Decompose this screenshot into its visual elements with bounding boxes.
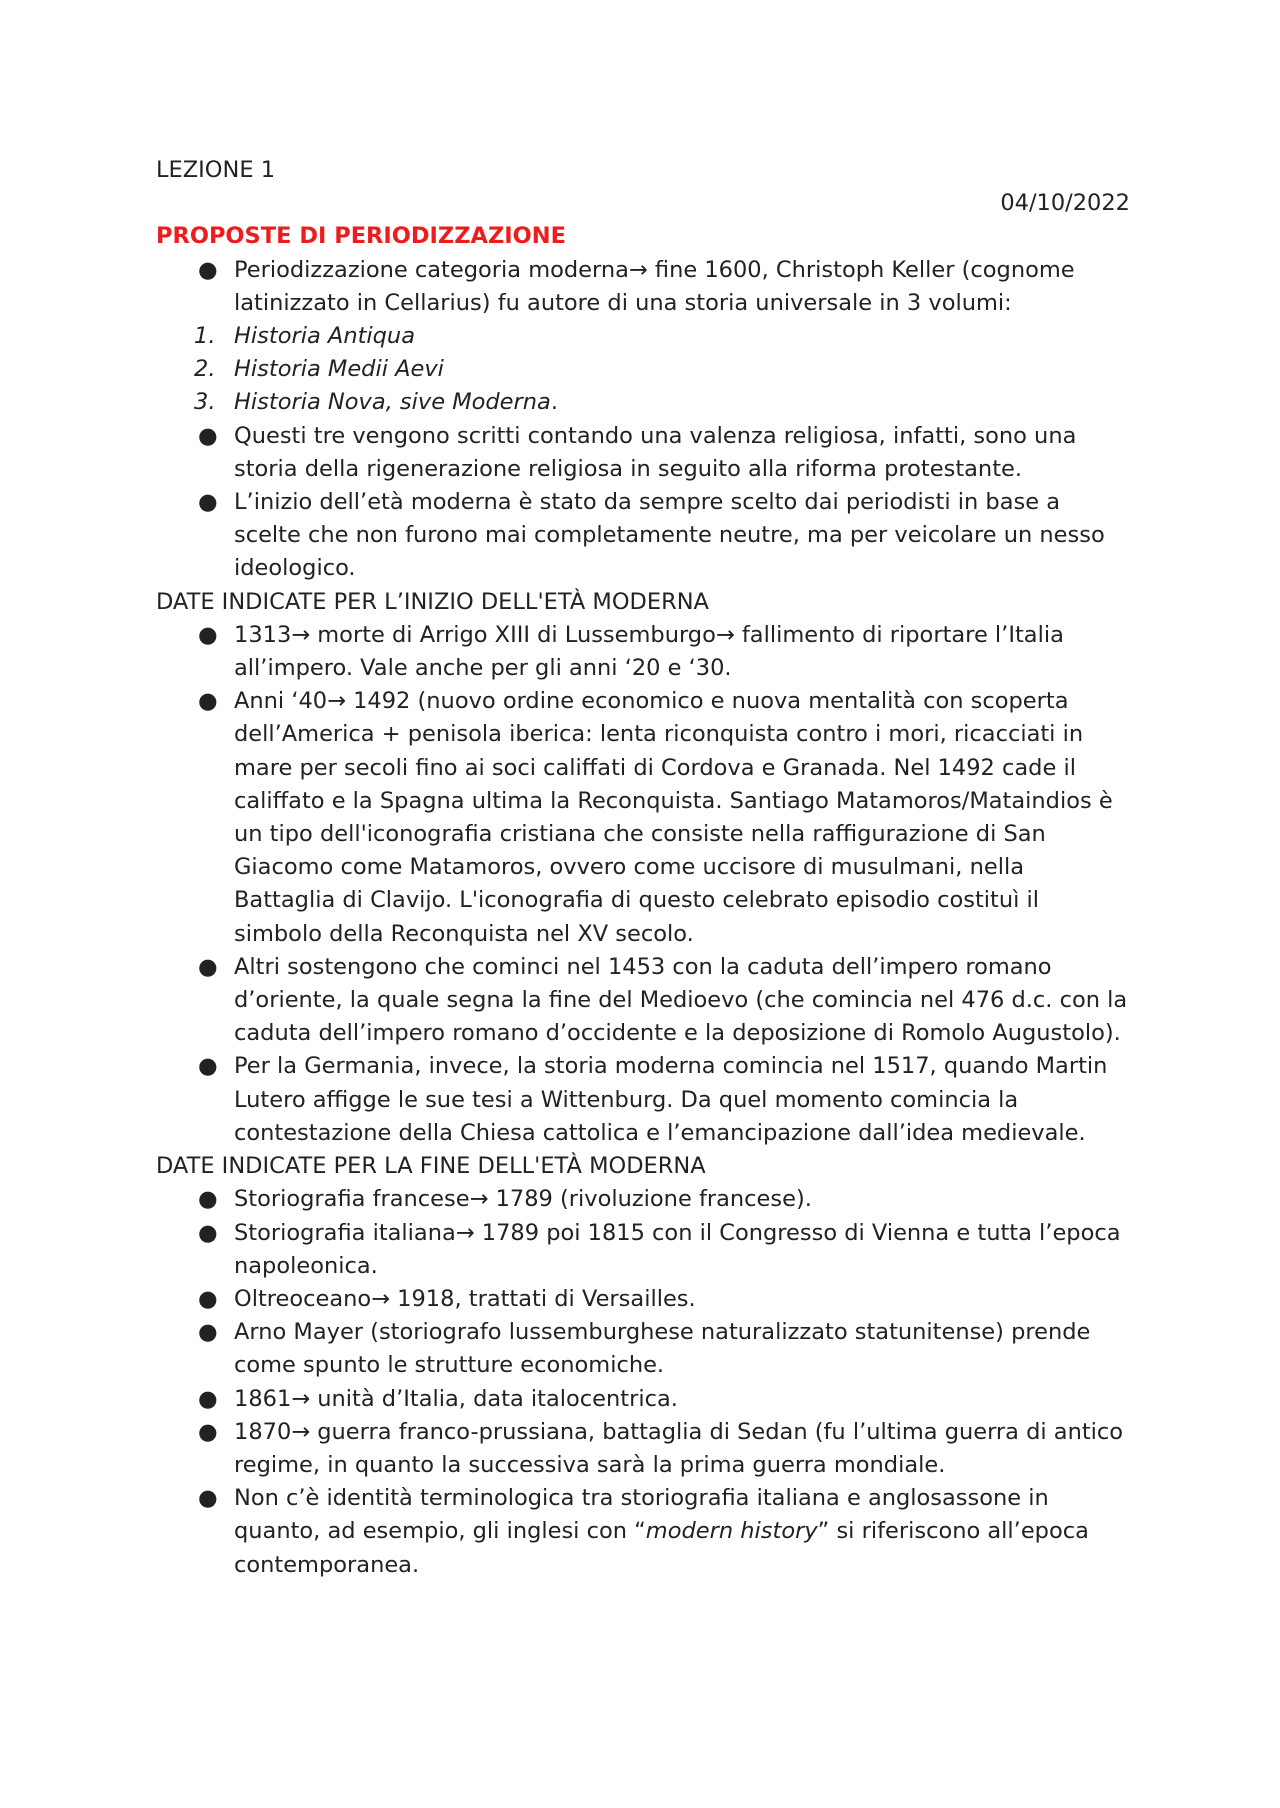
list-item-text: Altri sostengono che cominci nel 1453 con la caduta dell’impero romano d’oriente, la quale segna la fine del Medioevo (che comincia nel 476 d.c. con la caduta dell’impero romano d’occidente e la deposizione di Romolo Augustolo). [234, 953, 1128, 1047]
list-item [156, 1183, 1130, 1216]
list-item-text: 1313→ morte di Arrigo XIII di Lussemburgo→ fallimento di riportare l’Italia all’impero. Vale anche per gli anni ‘20 e ‘30. [234, 621, 1064, 682]
list-item-text-italic: modern history [645, 1518, 818, 1545]
list-item [156, 254, 1130, 320]
list-item-text-after: ” si riferiscono all’epoca contemporanea. [234, 1518, 1089, 1578]
bullet-icon: ● [198, 1385, 218, 1412]
volume-number: 2. [194, 356, 216, 383]
volume-suffix: . [550, 389, 558, 416]
volume-title: Historia Nova, sive Moderna [234, 389, 551, 416]
list-item [156, 1383, 1130, 1416]
list-item [156, 420, 1130, 486]
list-item-text: L’inizio dell’età moderna è stato da sempre scelto dai periodisti in base a scelte che non furono mai completamente neutre, ma per veicolare un nesso ideologico. [234, 489, 1105, 582]
bullet-icon: ● [198, 1485, 218, 1512]
document-page [156, 154, 1130, 1582]
lesson-date: 04/10/2022 [1000, 190, 1130, 217]
bullet-icon: ● [198, 688, 218, 715]
list-item-text: Storiografia italiana→ 1789 poi 1815 con il Congresso di Vienna e tutta l’epoca napoleonica. [234, 1219, 1121, 1279]
volume-item [156, 386, 1130, 419]
section1-list [156, 254, 1130, 320]
volume-number: 1. [194, 323, 216, 350]
list-item [156, 1050, 1130, 1150]
list-item [156, 685, 1130, 951]
section2-list [156, 619, 1130, 1150]
section-title-periodization: PROPOSTE DI PERIODIZZAZIONE [156, 223, 566, 250]
section-title-end-dates: DATE INDICATE PER LA FINE DELL'ETÀ MODERNA [156, 1153, 706, 1180]
list-item-text-before: Non c’è identità terminologica tra storiografia italiana e anglosassone in quanto, ad esempio, gli inglesi con “ [234, 1485, 1049, 1545]
section1-list-continued [156, 420, 1130, 586]
bullet-icon: ● [198, 1219, 218, 1246]
lesson-title: LEZIONE 1 [156, 157, 276, 183]
volume-title: Historia Medii Aevi [234, 356, 444, 383]
list-item-text: 1861→ unità d’Italia, data italocentrica. [234, 1385, 678, 1412]
list-item [156, 1416, 1130, 1482]
list-item [156, 1482, 1130, 1582]
bullet-icon: ● [198, 1285, 218, 1312]
list-item-text: 1870→ guerra franco-prussiana, battaglia di Sedan (fu l’ultima guerra di antico regime, in quanto la successiva sarà la prima guerra mondiale. [234, 1418, 1124, 1478]
bullet-icon: ● [198, 1418, 218, 1445]
list-item-text: Oltreoceano→ 1918, trattati di Versailles. [234, 1285, 696, 1312]
bullet-icon: ● [198, 1053, 218, 1080]
list-item-text: Periodizzazione categoria moderna→ fine 1600, Christoph Keller (cognome latinizzato in Cellarius) fu autore di una storia universale in 3 volumi: [234, 256, 1075, 316]
list-item [156, 1316, 1130, 1382]
list-item [156, 1217, 1130, 1283]
list-item-text: Per la Germania, invece, la storia moderna comincia nel 1517, quando Martin Lutero affigge le sue tesi a Wittenburg. Da quel momento comincia la contestazione della Chiesa cattolica e l’emancipazione dall’idea medievale. [234, 1053, 1108, 1146]
bullet-icon: ● [198, 953, 218, 980]
bullet-icon: ● [198, 422, 218, 449]
section3-list [156, 1183, 1130, 1581]
list-item-text: Questi tre vengono scritti contando una valenza religiosa, infatti, sono una storia della rigenerazione religiosa in seguito alla riforma protestante. [234, 422, 1077, 482]
bullet-icon: ● [198, 489, 218, 516]
list-item [156, 486, 1130, 586]
volume-item [156, 320, 1130, 353]
volumes-list [156, 320, 1130, 420]
bullet-icon: ● [198, 1186, 218, 1213]
bullet-icon: ● [198, 621, 218, 648]
list-item [156, 619, 1130, 685]
list-item [156, 1283, 1130, 1316]
list-item-text: Anni ‘40→ 1492 (nuovo ordine economico e nuova mentalità con scoperta dell’America + penisola iberica: lenta riconquista contro i mori, ricacciati in mare per secoli fino ai soci califfati di Cordova e Granada. Nel 1492 cade il califfato e la Spagna ultima la Reconquista. Santiago Matamoros/Mataindios è un tipo dell'iconografia cristiana che consiste nella raffigurazione di San Giacomo come Matamoros, ovvero come uccisore di musulmani, nella Battaglia di Clavijo. L'iconografia di questo celebrato episodio costituì il simbolo della Reconquista nel XV secolo. [234, 688, 1113, 947]
list-item-text: Arno Mayer (storiografo lussemburghese naturalizzato statunitense) prende come spunto le strutture economiche. [234, 1319, 1091, 1379]
bullet-icon: ● [198, 256, 218, 283]
list-item-text: Storiografia francese→ 1789 (rivoluzione francese). [234, 1186, 812, 1213]
section-title-start-dates: DATE INDICATE PER L’INIZIO DELL'ETÀ MODERNA [156, 588, 709, 615]
volume-item [156, 353, 1130, 386]
volume-title: Historia Antiqua [234, 323, 415, 350]
bullet-icon: ● [198, 1319, 218, 1346]
volume-number: 3. [194, 389, 216, 416]
list-item [156, 951, 1130, 1051]
